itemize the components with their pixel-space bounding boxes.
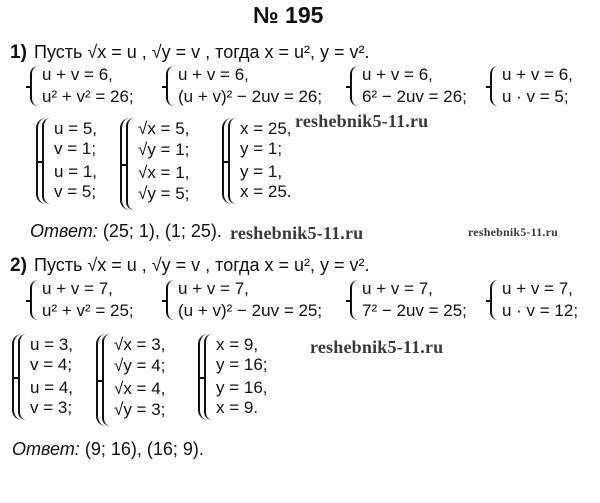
part2-system-a xyxy=(30,280,170,320)
equation: u + v = 7, xyxy=(178,279,249,298)
equation: √x = 4, xyxy=(114,379,166,398)
equation: √x = 5, xyxy=(138,119,190,138)
equation: y = 1, xyxy=(240,162,283,181)
answer-value: (25; 1), (1; 25). xyxy=(102,221,222,241)
problem-title: № 195 xyxy=(253,2,324,28)
equation: √x = 1, xyxy=(138,163,190,182)
equation: u = 1, xyxy=(54,162,98,181)
part1-number: 1) xyxy=(10,42,27,63)
watermark: reshebnik5-11.ru xyxy=(295,111,429,131)
part2-system-c xyxy=(350,280,490,320)
part2-number: 2) xyxy=(10,255,27,276)
equation: v = 4; xyxy=(30,355,73,374)
equation: u = 5, xyxy=(54,119,98,138)
equation: u² + v² = 25; xyxy=(42,301,134,320)
answer-label: Ответ: xyxy=(12,439,80,459)
part1-system-e xyxy=(36,118,118,204)
part2-system-g xyxy=(198,334,290,420)
equation: √y = 1; xyxy=(138,140,190,159)
part2-intro: Пусть √x = u , √y = v , тогда x = u², y = v². xyxy=(34,255,370,275)
equation: x = 25, xyxy=(240,119,292,138)
equation: v = 5; xyxy=(54,182,97,201)
equation: v = 3; xyxy=(30,398,73,417)
equation: 7² − 2uv = 25; xyxy=(362,301,467,320)
equation: u + v = 7, xyxy=(502,279,573,298)
watermark: reshebnik5-11.ru xyxy=(310,337,444,357)
equation: x = 25. xyxy=(240,182,292,201)
equation: y = 16, xyxy=(216,378,268,397)
equation: u = 3, xyxy=(30,335,74,354)
equation: (u + v)² − 2uv = 26; xyxy=(178,87,323,106)
part1-system-c xyxy=(350,66,490,106)
part1-intro: Пусть √x = u , √y = v , тогда x = u², y = v². xyxy=(34,42,370,62)
answer-label: Ответ: xyxy=(30,221,98,241)
watermark: reshebnik5-11.ru xyxy=(230,223,364,243)
part1-system-d xyxy=(490,66,595,106)
equation: √x = 3, xyxy=(114,335,166,354)
equation: (u + v)² − 2uv = 25; xyxy=(178,301,323,320)
answer-value: (9; 16), (16; 9). xyxy=(84,439,204,459)
equation: x = 9, xyxy=(216,335,259,354)
part2-system-f xyxy=(96,334,198,426)
equation: √y = 5; xyxy=(138,184,190,203)
watermark: reshebnik5-11.ru xyxy=(468,225,558,239)
part2-system-e xyxy=(12,334,94,420)
equation: y = 1; xyxy=(240,139,283,158)
part1-answer xyxy=(30,222,222,240)
equation: u + v = 6, xyxy=(362,65,433,84)
equation: u + v = 7, xyxy=(42,279,113,298)
equation: u + v = 7, xyxy=(362,279,433,298)
equation: u + v = 6, xyxy=(178,65,249,84)
part2-system-d xyxy=(490,280,598,320)
equation: √y = 3; xyxy=(114,400,166,419)
equation: u + v = 6, xyxy=(42,65,113,84)
equation: x = 9. xyxy=(216,398,259,417)
part2-system-b xyxy=(166,280,351,320)
equation: 6² − 2uv = 26; xyxy=(362,87,467,106)
part2-answer xyxy=(12,440,204,458)
equation: √y = 4; xyxy=(114,356,166,375)
equation: u = 4, xyxy=(30,378,74,397)
part1-system-a xyxy=(30,66,170,106)
part1-system-b xyxy=(166,66,351,106)
equation: y = 16; xyxy=(216,355,268,374)
equation: u · v = 12; xyxy=(502,301,579,320)
part1-system-f xyxy=(120,118,222,210)
equation: v = 1; xyxy=(54,139,97,158)
equation: u² + v² = 26; xyxy=(42,87,134,106)
equation: u + v = 6, xyxy=(502,65,573,84)
equation: u · v = 5; xyxy=(502,87,569,106)
